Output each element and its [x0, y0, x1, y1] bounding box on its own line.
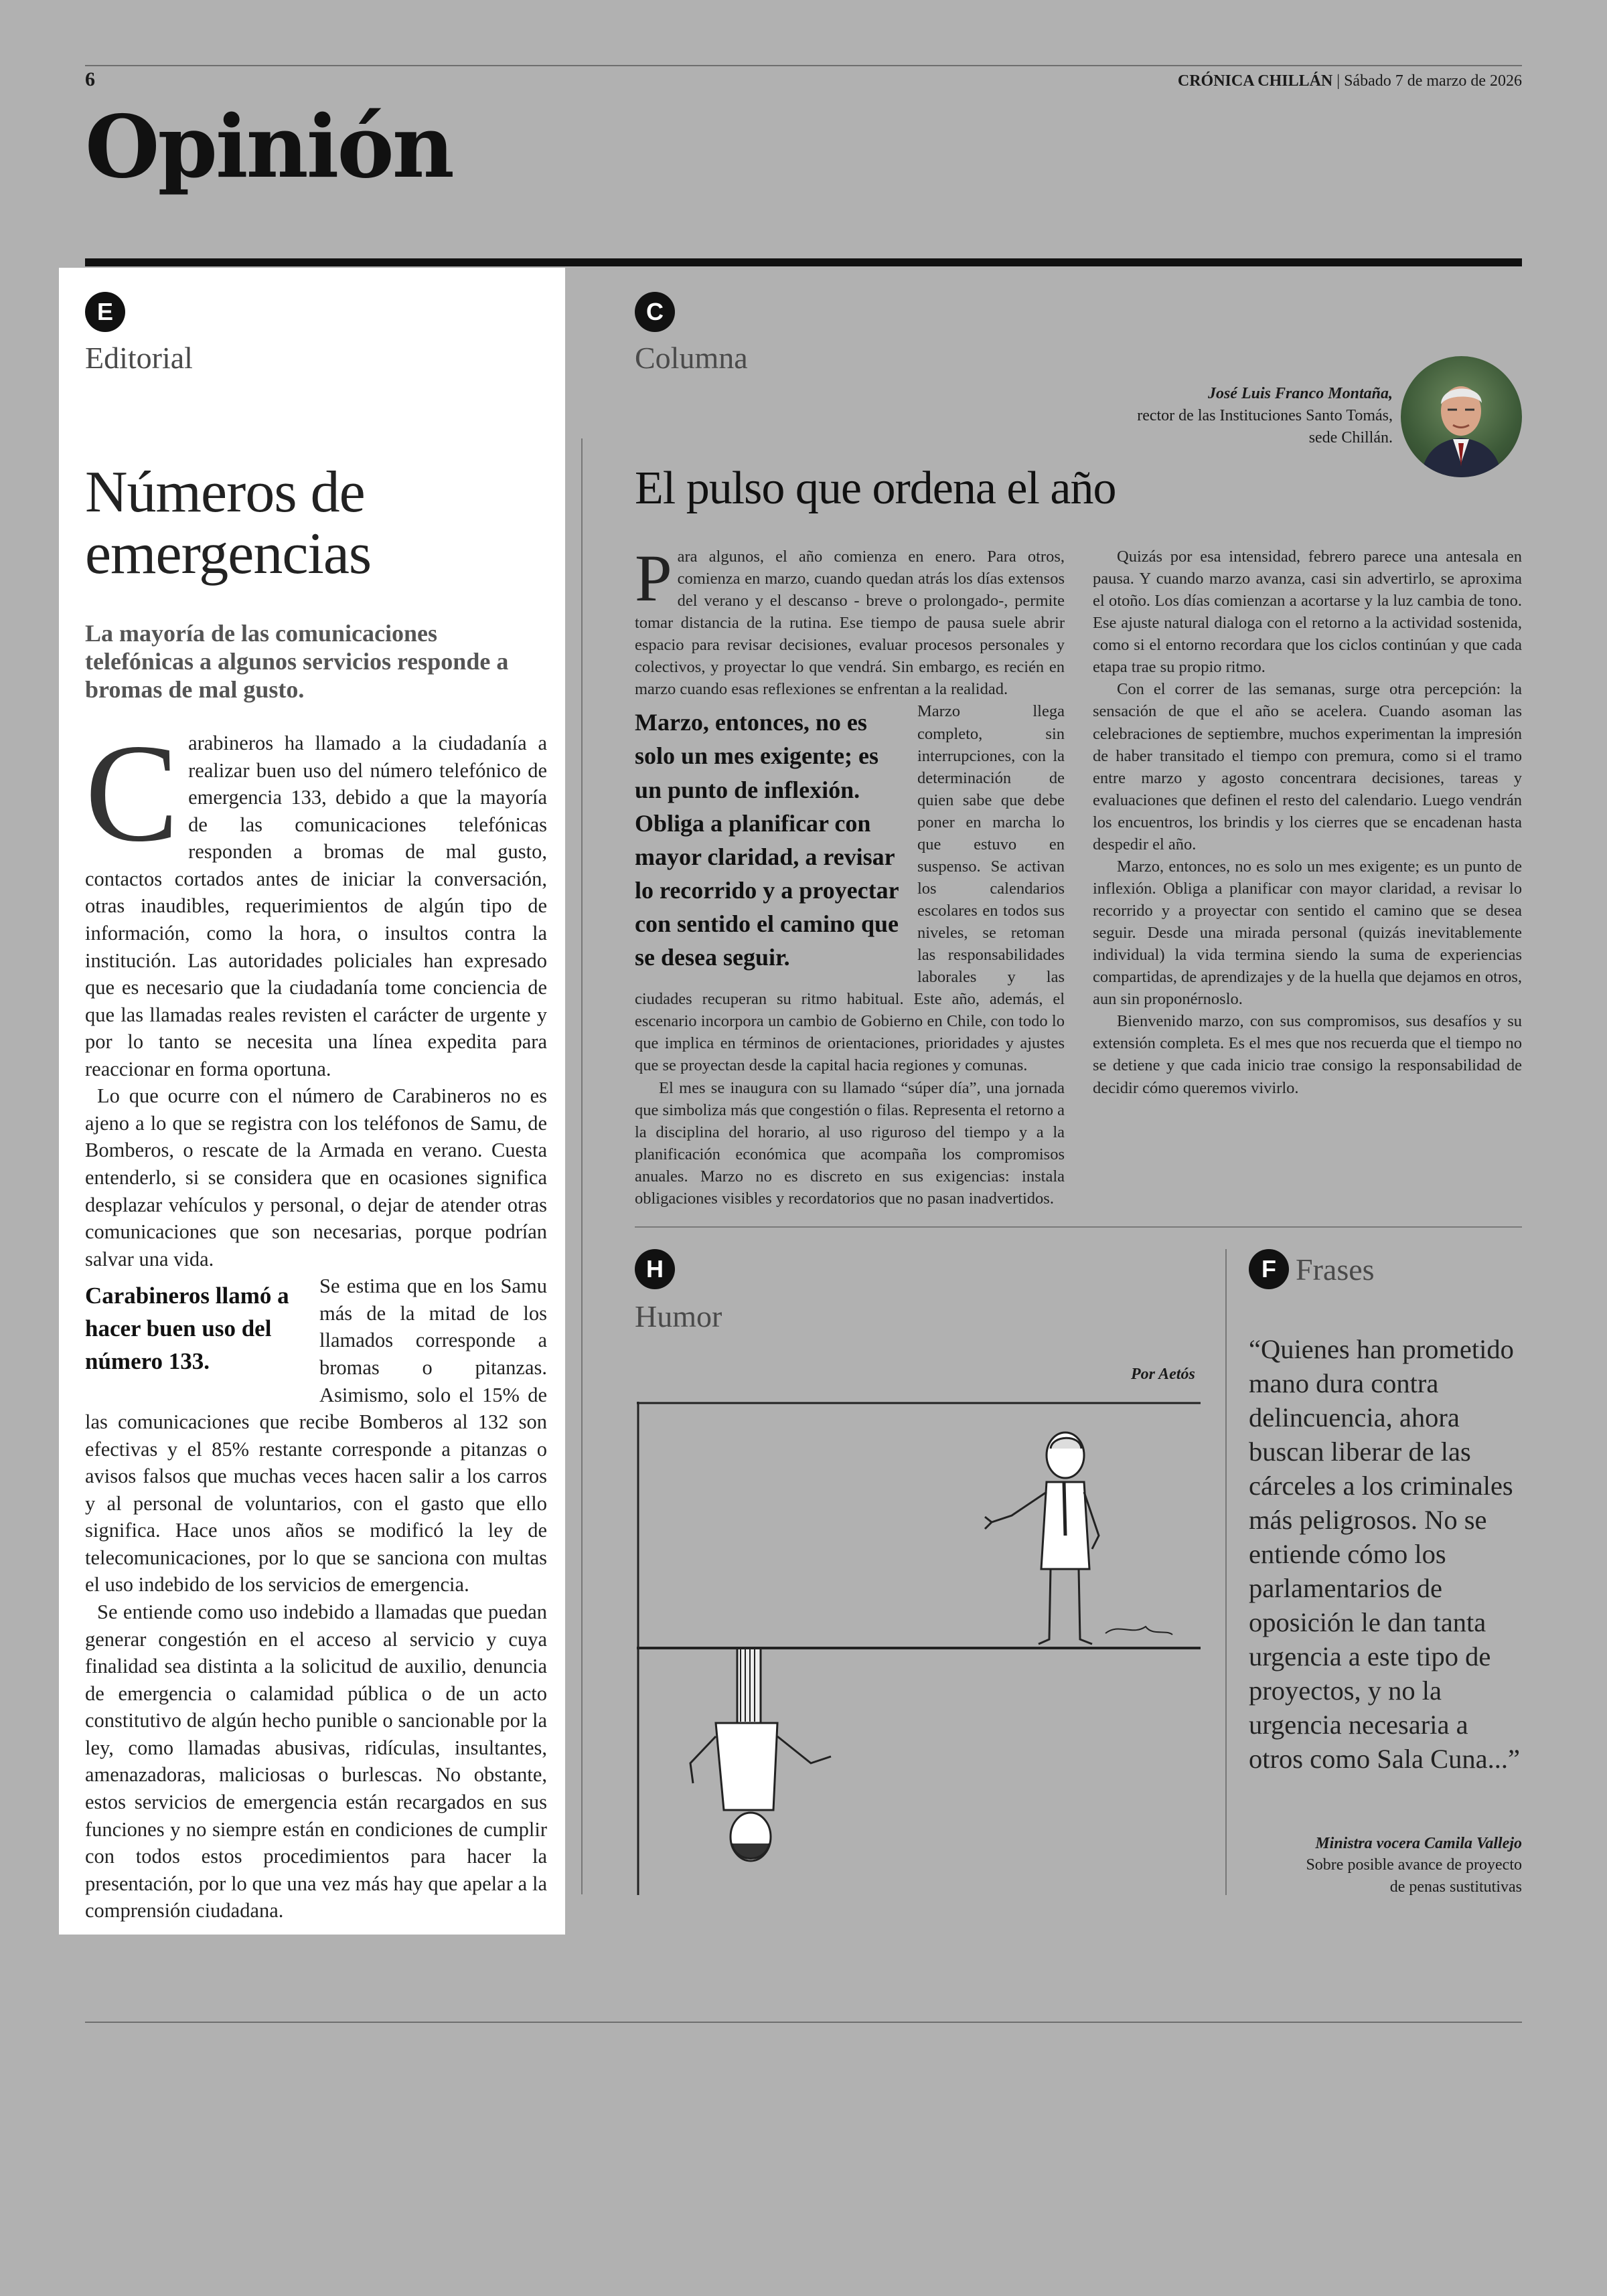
column-divider: [581, 438, 583, 1894]
quote-context-line-2: de penas sustitutivas: [1389, 1878, 1522, 1896]
editorial-paragraph-4: Se entiende como uso indebido a llamadas que puedan generar congestión en el acceso al servicio y cuya finalidad sea distinta a la solicitud de auxilio, denuncia de emergencia o calamidad pública o de un acto constitutivo de algún hecho punible o sancionable por la ley, como llamadas abusivas, ridículas, insultantes, amenazadoras, maliciosas o burlescas. No obstante, estos servicios de emergencia están recargados en sus funciones y no siempre están en condiciones de cumplir con todos estos procedimientos para hacer la presentación, por lo que una vez más hay que apelar a la comprensión ciudadana.: [85, 1601, 547, 1922]
column-kicker: Columna: [635, 341, 748, 375]
editorial-paragraph-3: [85, 1273, 547, 1598]
top-rule: [85, 65, 1522, 66]
editorial-body: [85, 716, 547, 1924]
masthead-separator: |: [1332, 72, 1345, 90]
editorial-panel: [59, 268, 565, 1935]
author-credit: [1137, 383, 1393, 449]
column-paragraph-4: Quizás por esa intensidad, febrero parece una antesala en pausa. Y cuando marzo avanza, casi sin advertirlo, se aproxima el otoño. Los días comienzan a acortarse y la luz cambia de tono. Ese ajuste natural dialoga con el retorno a la actividad sostenida, como si el entorno recordara que los ciclos continúan y que cada etapa trae su propio ritmo.: [1093, 548, 1522, 677]
section-title: Opinión: [85, 97, 453, 197]
column-paragraph-3: El mes se inaugura con su llamado “súper día”, una jornada que simboliza más que congestión o filas. Representa el retorno a la disciplina del horario, al uso riguroso del tiempo y a la planificación económica que acompaña los compromisos anuales. Marzo no es discreto en sus exigencias: instala obligaciones visibles y recordatorios que no pasan inadvertidos.: [635, 1078, 1065, 1208]
column-paragraph-1-text: ara algunos, el año comienza en enero. Para otros, comienza en marzo, cuando quedan atrás los días extensos del verano y el descanso - breve o prolongado-, permite tomar distancia de la rutina. Ese tiempo de pausa suele abrir espacio para revisar decisiones, evaluar procesos personales y colectivos, y proyectar lo que vendrá. Sin embargo, es recién en marzo cuando esas reflexiones se enfrentan a la realidad.: [635, 548, 1065, 699]
column-paragraph-1: [635, 541, 1065, 700]
editorial-badge: E: [85, 292, 125, 332]
cartoon-credit: Por Aetós: [1131, 1366, 1195, 1383]
column-paragraph-6: Marzo, entonces, no es solo un mes exigente; es un punto de inflexión. Obliga a planificar con mayor claridad, a revisar lo recorrido y a proyectar con sentido el camino que se desea seguir. Desde una mirada personal (quizás inevitablemente individual) la vida termina siendo la suma de experiencias compartidas, de aprendizajes y de la huella que dejamos en otros, aun sin proponérnoslo.: [1093, 857, 1522, 1009]
bottom-rule: [85, 2022, 1522, 2023]
column-paragraph-2: [635, 700, 1065, 1076]
author-portrait-icon: [1401, 356, 1522, 477]
section-rule: [85, 258, 1522, 266]
humor-badge: H: [635, 1249, 675, 1289]
column-dropcap: P: [635, 541, 672, 615]
humor-kicker: Humor: [635, 1299, 722, 1333]
masthead: [1178, 72, 1522, 90]
author-role: rector de las Instituciones Santo Tomás,: [1137, 407, 1393, 425]
editorial-lead: La mayoría de las comunicaciones telefónicas a algunos servicios responde a bromas de mal gusto.: [85, 620, 509, 703]
column-pullquote: Marzo, entonces, no es solo un mes exigente; es un punto de inflexión. Obliga a planificar con mayor claridad, a revisar lo recorrido y a proyectar con sentido el camino que se desea seguir.: [635, 709, 899, 971]
column-body-left: [635, 541, 1065, 1210]
quote-context-line-1: Sobre posible avance de proyecto: [1306, 1856, 1522, 1874]
author-name: José Luis Franco Montaña,: [1207, 385, 1393, 402]
editorial-paragraph-1-text: arabineros ha llamado a la ciudadanía a realizar buen uso del número telefónico de emergencia 133, debido a que la mayoría de las comunicaciones telefónicas responden a bromas de mal gusto, contactos cortados antes de iniciar la conversación, otras inaudibles, requerimientos de algún tipo de información, como la hora, o insultos contra la institución. Las autoridades policiales han expresado que es necesario que la ciudadanía tome conciencia de que las llamadas reales revisten el carácter de urgente y por lo tanto se necesita una línea expedita para reaccionar en forma oportuna.: [85, 732, 547, 1080]
column-body-right: [1093, 546, 1522, 1099]
author-location: sede Chillán.: [1308, 429, 1393, 447]
column-badge: C: [635, 292, 675, 332]
column-title: El pulso que ordena el año: [635, 463, 1116, 514]
column-paragraph-2-text: Marzo llega completo, sin interrupciones, con la determinación de quien sabe que debe poner en marcha lo que estuvo en suspenso. Se activan los calendarios escolares en todos sus niveles, se retoman las responsabilidades laborales y las ciudades recuperan su ritmo habitual. Este año, además, el escenario incorpora un cambio de Gobierno en Chile, con todo lo que implica en términos de orientaciones, prioridades y ajustes que se proyectan desde la capital hacia regiones y comunas.: [635, 702, 1065, 1075]
editorial-title: Números de emergencias: [85, 460, 372, 586]
editorial-paragraph-2: Lo que ocurre con el número de Carabineros no es ajeno a lo que se registra con los teléfonos de Samu, de Bomberos, o rescate de la Armada en verano. Cuesta entenderlo, si se considera que en ocasiones significa desplazar vehículos y personal, o dejar de atender otras comunicaciones que son necesarias, porque podrían salvar una vida.: [85, 1084, 547, 1270]
publication-name: CRÓNICA CHILLÁN: [1177, 72, 1333, 90]
column-paragraph-7: Bienvenido marzo, con sus compromisos, sus desafíos y su extensión completa. Es el mes que nos recuerda que el tiempo no se detiene y que cada inicio trae consigo la responsabilidad de decidir cómo queremos vivirlo.: [1093, 1012, 1522, 1097]
humor-cartoon: [637, 1402, 1201, 1895]
issue-date: Sábado 7 de marzo de 2026: [1344, 72, 1522, 90]
frases-attribution: [1306, 1833, 1522, 1898]
editorial-dropcap: C: [85, 716, 179, 871]
mid-rule: [635, 1226, 1522, 1228]
editorial-kicker: Editorial: [85, 341, 193, 375]
author-photo: [1401, 356, 1522, 477]
frases-divider: [1225, 1249, 1227, 1895]
editorial-pullquote: Carabineros llamó a hacer buen uso del número 133.: [85, 1283, 289, 1375]
frases-badge: F: [1249, 1249, 1289, 1289]
editorial-paragraph-3-text: Se estima que en los Samu más de la mitad de los llamados corresponde a bromas o pitanzas. Asimismo, solo el 15% de las comunicaciones que recibe Bomberos al 132 son efectivas y el 85% restante corresponde a pitanzas o avisos falsos que muchas veces hacen salir a los carros y al personal de voluntarios, con el gasto que ello significa. Hace unos años se modificó la ley de telecomunicaciones, por lo que se sanciona con multas el uso indebido de los servicios de emergencia.: [85, 1275, 547, 1596]
frases-quote: “Quienes han prometido mano dura contra delincuencia, ahora buscan liberar de las cárceles a los criminales más peligrosos. No se entiende cómo los parlamentarios de oposición le dan tanta urgencia a este tipo de proyectos, y no la urgencia necesaria a otros como Sala Cuna...”: [1249, 1334, 1520, 1775]
column-paragraph-5: Con el correr de las semanas, surge otra percepción: la sensación de que el año se acelera. Cuando asoman las celebraciones de septiembre, muchos experimentan la impresión de haber transitado el tiempo con premura, como si el tramo entre marzo y agosto concentrara decisiones, tareas y evaluaciones que definen el resto del calendario. Luego vendrán los encuentros, los brindis y los cierres que se encadenan hasta despedir el año.: [1093, 680, 1522, 853]
quote-author: Ministra vocera Camila Vallejo: [1315, 1835, 1522, 1852]
page-number: 6: [85, 68, 95, 90]
frases-kicker: Frases: [1296, 1252, 1375, 1287]
cartoon-illustration-icon: [637, 1402, 1201, 1895]
editorial-paragraph-1: [85, 716, 547, 1082]
